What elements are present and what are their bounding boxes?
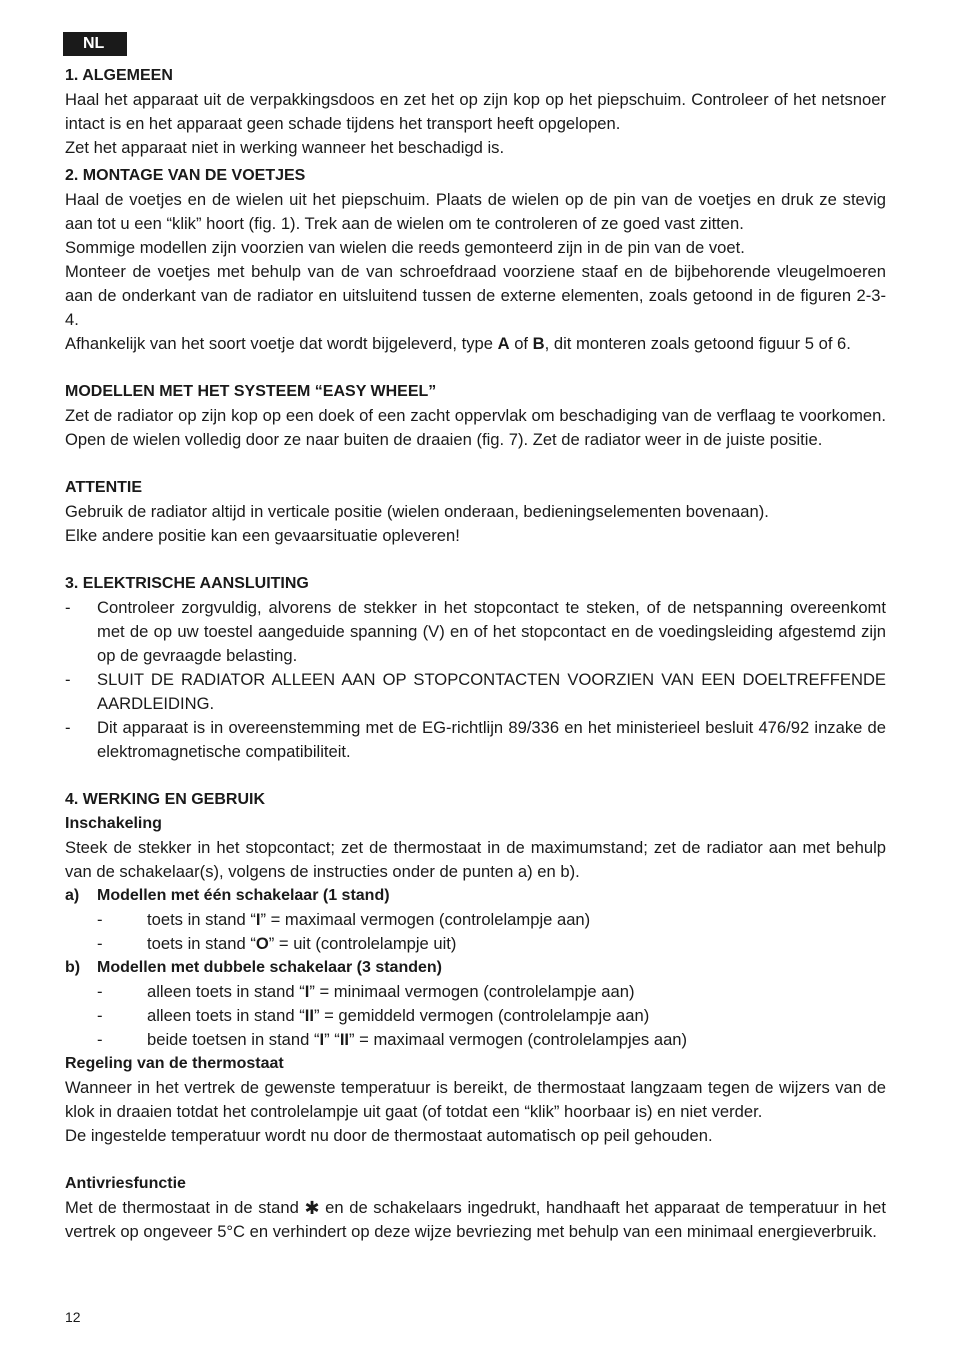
subheading-regeling-thermostaat: Regeling van de thermostaat (65, 1055, 284, 1072)
list-item: - alleen toets in stand “II” = gemiddeld vermogen (controlelampje aan) (97, 1006, 650, 1025)
list-item: - toets in stand “I” = maximaal vermogen (controlelampje aan) (97, 910, 591, 929)
paragraph: Monteer de voetjes met behulp van de van schroefdraad voorziene staaf en de bijbehorende vleugelmoeren aan de onderkant van de radiator en uitsluitend tussen de externe elementen, zoals getoond in de figuren 2-3-4. (65, 262, 886, 329)
page-number: 12 (65, 1309, 81, 1325)
snowflake-icon: ✱ (304, 1198, 320, 1218)
list-dash: - (65, 670, 71, 689)
list-heading-a: a) Modellen met één schakelaar (1 stand) (65, 887, 390, 904)
list-item: - Dit apparaat is in overeenstemming met de EG-richtlijn 89/336 en het ministerieel besluit 476/92 inzake de elektromagnetische compatibiliteit. (65, 716, 886, 764)
paragraph: Afhankelijk van het soort voetje dat wordt bijgeleverd, type A of B, dit monteren zoals getoond figuur 5 of 6. (65, 334, 851, 353)
paragraph: De ingestelde temperatuur wordt nu door de thermostaat automatisch op peil gehouden. (65, 1126, 713, 1145)
list-item: - alleen toets in stand “I” = minimaal vermogen (controlelampje aan) (97, 982, 635, 1001)
list-item: - beide toetsen in stand “I” “II” = maximaal vermogen (controlelampjes aan) (97, 1030, 688, 1049)
section-heading-attentie: ATTENTIE (65, 479, 143, 496)
paragraph: Haal de voetjes en de wielen uit het piepschuim. Plaats de wielen op de pin van de voetjes en druk ze stevig aan tot u een “klik” hoort (fig. 1). Trek aan de wielen om te controleren of ze goed vast zitten. (65, 190, 886, 233)
paragraph: Elke andere positie kan een gevaarsituatie opleveren! (65, 526, 460, 545)
list-item: - Controleer zorgvuldig, alvorens de stekker in het stopcontact te steken, of de netspanning overeenkomt met de op uw toestel aangeduide spanning (V) en of het stopcontact en de voedingsleiding afgestemd zijn op de gevraagde belasting. (65, 596, 886, 668)
paragraph: Gebruik de radiator altijd in verticale positie (wielen onderaan, bedieningselementen bovenaan). (65, 502, 769, 521)
list-heading-b: b) Modellen met dubbele schakelaar (3 standen) (65, 959, 442, 976)
list-item: - SLUIT DE RADIATOR ALLEEN AAN OP STOPCONTACTEN VOORZIEN VAN EEN DOELTREFFENDE AARDLEIDING. (65, 668, 886, 716)
list-dash: - (65, 598, 71, 617)
list-item: - toets in stand “O” = uit (controlelampje uit) (97, 934, 457, 953)
section-heading-algemeen: 1. ALGEMEEN (65, 67, 173, 84)
section-heading-elektrische-aansluiting: 3. ELEKTRISCHE AANSLUITING (65, 575, 309, 592)
section-heading-werking: 4. WERKING EN GEBRUIK (65, 791, 266, 808)
paragraph: Zet de radiator op zijn kop op een doek of een zacht oppervlak om beschadiging van de verflaag te voorkomen. Open de wielen volledig door ze naar buiten de draaien (fig. 7). Zet de radiator weer in de juiste positie. (65, 406, 886, 449)
subheading-inschakeling: Inschakeling (65, 815, 162, 832)
subheading-antivriesfunctie: Antivriesfunctie (65, 1175, 186, 1192)
list-dash: - (65, 718, 71, 737)
paragraph: Haal het apparaat uit de verpakkingsdoos en zet het op zijn kop op het piepschuim. Controleer of het netsnoer intact is en het apparaat geen schade tijdens het transport heeft opgelopen. (65, 90, 886, 133)
paragraph: Sommige modellen zijn voorzien van wielen die reeds gemonteerd zijn in de pin van de voet. (65, 238, 745, 257)
section-heading-montage: 2. MONTAGE VAN DE VOETJES (65, 167, 306, 184)
paragraph: Wanneer in het vertrek de gewenste temperatuur is bereikt, de thermostaat langzaam tegen de wijzers van de klok in draaien totdat het controlelampje uit gaat (of totdat een “klik” hoorbaar is) en niet verder. (65, 1078, 886, 1121)
section-heading-easy-wheel: MODELLEN MET HET SYSTEEM “EASY WHEEL” (65, 383, 437, 400)
paragraph: Steek de stekker in het stopcontact; zet de thermostaat in de maximumstand; zet de radiator aan met behulp van de schakelaar(s), volgens de instructies onder de punten a) en b). (65, 838, 886, 881)
language-badge: NL (63, 32, 127, 56)
document-body (65, 64, 886, 1244)
paragraph: Zet het apparaat niet in werking wanneer het beschadigd is. (65, 138, 505, 157)
paragraph: Met de thermostaat in de stand ✱ en de schakelaars ingedrukt, handhaaft het apparaat de temperatuur in het vertrek op ongeveer 5°C en verhindert op deze wijze bevriezing met behulp van een minimaal energieverbruik. (65, 1198, 886, 1241)
